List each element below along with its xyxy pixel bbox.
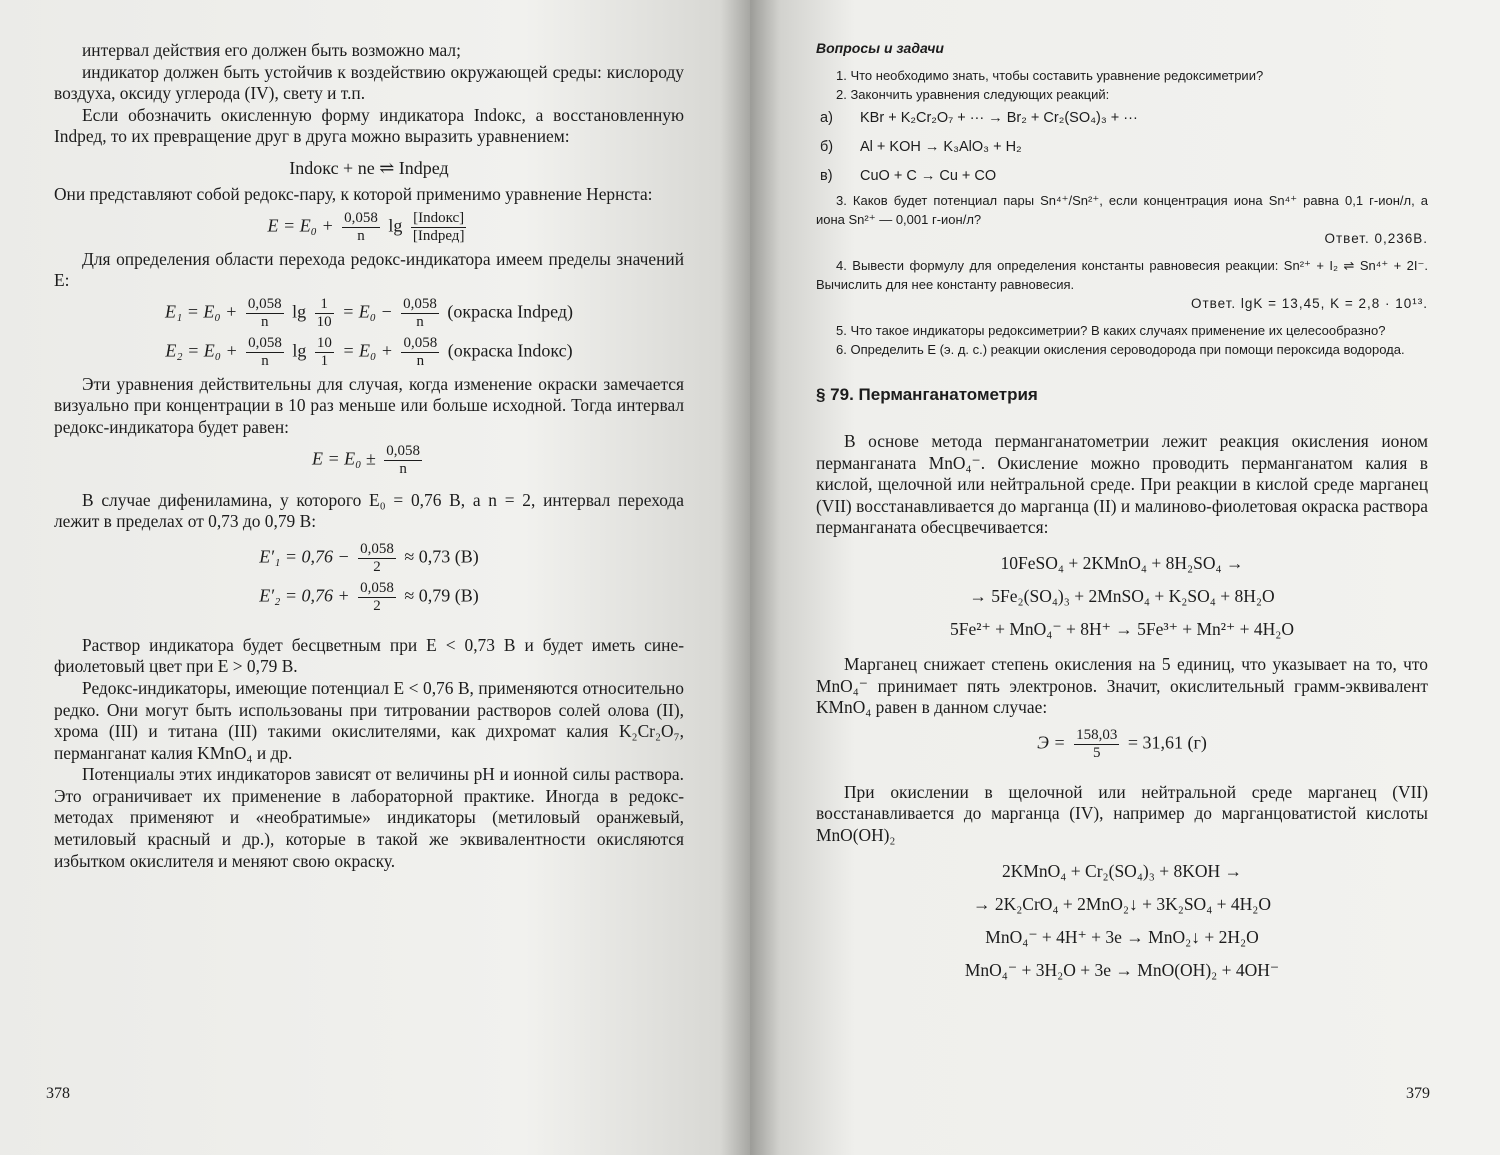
lg-sign: lg <box>292 340 307 361</box>
reaction-equation: MnO₄⁻ + 4H⁺ + 3e → MnO₂↓ + 2H₂O <box>985 926 1259 947</box>
reaction-equation: 5Fe²⁺ + MnO₄⁻ + 8H⁺ → 5Fe³⁺ + Mn²⁺ + 4H₂O <box>949 618 1295 639</box>
fraction <box>342 210 380 245</box>
paragraph: Раствор индикатора будет бесцветным при E < 0,73 В и будет иметь сине-фиолетовый цвет при E > 0,79 В. <box>54 634 684 677</box>
question: 5. Что такое индикаторы редоксиметрии? В каких случаях применение их целесообразно? <box>836 323 1386 338</box>
eq-note: (окраска Indред) <box>447 301 573 322</box>
reaction-equation: → 2K₂CrO₄ + 2MnO₂↓ + 3K₂SO₄ + 4H₂O <box>972 893 1272 914</box>
paragraph: Потенциалы этих индикаторов зависят от величины pH и ионной силы раствора. Это ограничивает их применение в лабораторной практике. Иногда в редокс-методах применяют и «необратимые» индикаторы (метиловый оранжевый, метиловый красный и др.), которые в такой же эквивалентности окисляются избытком окислителя и меняют свою окраску. <box>54 764 684 871</box>
equation-e1-prime <box>54 541 684 576</box>
fraction <box>401 296 439 331</box>
paragraph: индикатор должен быть устойчив к воздействию окружающей среды: кислороду воздуха, оксиду углерода (IV), свету и т.п. <box>54 61 684 104</box>
paragraph: Редокс-индикаторы, имеющие потенциал E < 0,76 В, применяются относительно редко. Они могут быть использованы при титровании растворов солей олова (II), хрома (III) и титана (III) такими окислителями, как дихромат калия K₂Cr₂O₇, перманганат калия KMnO₄ и др. <box>54 677 684 763</box>
question: 4. Вывести формулу для определения константы равновесия реакции: Sn²⁺ + I₂ ⇌ Sn⁴⁺ + 2I⁻. Вычислить для нее константу равновесия. <box>816 258 1428 292</box>
paragraph: При окислении в щелочной или нейтральной среде марганец (VII) восстанавливается до марганца (IV), например до марганцоватистой кислоты MnO(OH)₂ <box>816 781 1428 845</box>
question: 1. Что необходимо знать, чтобы составить уравнение редоксиметрии? <box>836 68 1264 83</box>
eq-lhs: E′₂ = 0,76 + <box>259 585 350 606</box>
reaction-a <box>816 104 1428 133</box>
fraction <box>401 335 439 370</box>
paragraph: Для определения области перехода редокс-индикатора имеем пределы значений E: <box>54 248 684 291</box>
fraction <box>1074 727 1119 762</box>
paragraph: Марганец снижает степень окисления на 5 единиц, что указывает на то, что MnO₄⁻ принимает пять электронов. Значит, окислительный грамм-эквивалент KMnO₄ равен в данном случае: <box>816 653 1428 718</box>
reaction-equation: 2KMnO₄ + Cr₂(SO₄)₃ + 8KOH → <box>1001 860 1243 881</box>
numerator: 0,058 <box>386 442 421 459</box>
eq-lhs: Э = <box>1037 732 1066 753</box>
text-line: интервал действия его должен быть возможно мал; <box>82 40 461 60</box>
paragraph: Если обозначить окисленную форму индикатора Indокс, а восстановленную Indред, то их превращение друг в друга можно выразить уравнением: <box>54 104 684 147</box>
right-page <box>750 0 1500 1155</box>
numerator: 0,058 <box>360 579 394 596</box>
reaction-text: KBr + K₂Cr₂O₇ + ··· → Br₂ + Cr₂(SO₄)₃ + ··· <box>860 110 1138 126</box>
eq-lhs: E₂ = E₀ + <box>165 340 238 361</box>
numerator: 0,058 <box>344 209 378 226</box>
denominator: n <box>399 460 407 477</box>
denominator: 2 <box>373 597 381 614</box>
reaction-equation: → 5Fe₂(SO₄)₃ + 2MnSO₄ + K₂SO₄ + 8H₂O <box>969 585 1275 606</box>
lg-sign: lg <box>292 301 307 322</box>
eq-mid: = E₀ + <box>342 340 393 361</box>
section-title: § 79. Перманганатометрия <box>816 385 1038 404</box>
questions-header: Вопросы и задачи <box>816 40 944 56</box>
equation-redox-pair: Indокс + ne ⇌ Indред <box>289 157 449 178</box>
denominator: [Indред] <box>412 227 465 244</box>
fraction <box>358 580 396 615</box>
reaction-equation: 10FeSO₄ + 2KMnO₄ + 8H₂SO₄ → <box>1000 552 1244 573</box>
answer: Ответ. lgK = 13,45, K = 2,8 · 10¹³. <box>1190 296 1428 311</box>
fraction <box>315 335 334 370</box>
numerator: 0,058 <box>360 540 394 557</box>
page-number: 378 <box>46 1085 70 1102</box>
denominator: 1 <box>320 352 329 369</box>
lg-sign: lg <box>388 215 403 236</box>
reaction-label: в) <box>820 168 833 184</box>
numerator: [Indокс] <box>411 210 467 228</box>
reaction-c <box>816 162 1428 191</box>
denominator: 2 <box>373 558 381 575</box>
denominator: n <box>357 227 365 244</box>
numerator: 0,058 <box>403 295 437 312</box>
denominator: 10 <box>316 313 332 330</box>
equation-e2 <box>54 335 684 370</box>
denominator: n <box>416 313 424 330</box>
eq-rhs: ≈ 0,73 (В) <box>404 546 479 567</box>
reaction-equation: MnO₄⁻ + 3H₂O + 3e → MnO(OH)₂ + 4OH⁻ <box>964 959 1280 980</box>
question: 6. Определить E (э. д. с.) реакции окисления сероводорода при помощи пероксида водорода. <box>836 342 1405 357</box>
eq-mid: = E₀ − <box>342 301 393 322</box>
equation-interval <box>54 443 684 478</box>
equation-e2-prime <box>54 580 684 615</box>
fraction <box>246 296 284 331</box>
numerator: 158,03 <box>1076 726 1118 743</box>
eq-rhs: = 31,61 (г) <box>1127 732 1207 753</box>
fraction <box>315 296 334 331</box>
equation-equivalent <box>816 727 1428 762</box>
fraction <box>246 335 284 370</box>
paragraph: Эти уравнения действительны для случая, когда изменение окраски замечается визуально при концентрации в 10 раз меньше или больше исходной. Тогда интервал редокс-индикатора будет равен: <box>54 373 684 437</box>
equation-e1 <box>54 296 684 331</box>
reaction-b <box>816 133 1428 162</box>
reaction-label: а) <box>820 110 833 126</box>
denominator: 5 <box>1092 744 1101 761</box>
reaction-text: CuO + C → Cu + CO <box>860 168 997 184</box>
fraction <box>358 541 396 576</box>
denominator: n <box>416 352 425 369</box>
numerator: 0,058 <box>403 334 438 351</box>
numerator: 10 <box>316 334 332 351</box>
paragraph: Они представляют собой редокс-пару, к которой применимо уравнение Нернста: <box>54 183 653 204</box>
eq-lhs: E = E₀ + <box>267 215 334 236</box>
page-number: 379 <box>1406 1085 1430 1102</box>
question: 2. Закончить уравнения следующих реакций: <box>836 87 1110 102</box>
eq-note: (окраска Indокс) <box>447 340 573 361</box>
paragraph: В случае дифениламина, у которого E₀ = 0,76 В, а n = 2, интервал перехода лежит в пределах от 0,73 до 0,79 В: <box>54 489 684 532</box>
denominator: n <box>260 313 269 330</box>
eq-lhs: E′₁ = 0,76 − <box>259 546 350 567</box>
reaction-label: б) <box>820 139 834 155</box>
eq-lhs: E = E₀ ± <box>311 448 376 469</box>
question: 3. Каков будет потенциал пары Sn⁴⁺/Sn²⁺, если концентрация иона Sn⁴⁺ равна 0,1 г-ион/л, а иона Sn²⁺ — 0,001 г-ион/л? <box>816 193 1428 227</box>
fraction <box>384 443 422 478</box>
denominator: n <box>261 352 269 369</box>
numerator: 1 <box>315 296 334 314</box>
reaction-text: Al + KOH → K₃AlO₃ + H₂ <box>860 139 1022 155</box>
eq-lhs: E₁ = E₀ + <box>165 301 238 322</box>
questions-block <box>816 66 1428 359</box>
answer: Ответ. 0,236В. <box>1324 231 1428 246</box>
paragraph: В основе метода перманганатометрии лежит реакция окисления ионом перманганата MnO₄⁻. Окисление можно проводить перманганатом калия в кислой, щелочной или нейтральной среде. При реакции в кислой среде марганец (VII) восстанавливается до марганца (II) и малиново-фиолетовая окраска раствора перманганата обесцвечивается: <box>816 431 1428 538</box>
equation-nernst <box>54 210 684 245</box>
fraction <box>411 210 467 245</box>
numerator: 0,058 <box>248 334 282 351</box>
eq-rhs: ≈ 0,79 (В) <box>404 585 479 606</box>
numerator: 0,058 <box>247 295 282 312</box>
